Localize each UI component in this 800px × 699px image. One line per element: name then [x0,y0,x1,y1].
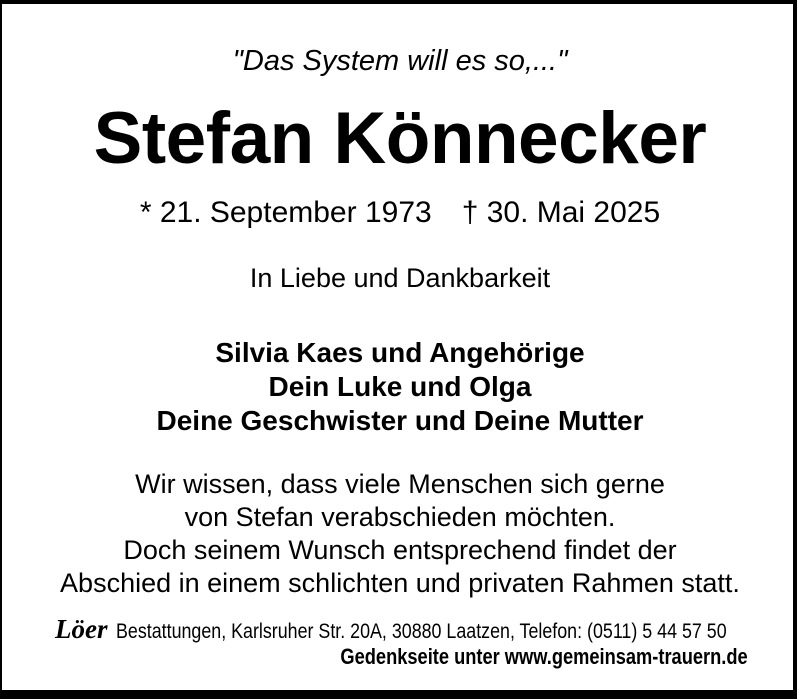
life-dates [0,195,800,231]
mourners-list [0,336,800,438]
birth-date: * 21. September 1973 [139,196,432,229]
farewell-message [0,468,800,600]
farewell-message-line: Doch seinem Wunsch entsprechend findet der [123,535,677,565]
farewell-message-line: von Stefan verabschieden möchten. [184,502,616,532]
farewell-message-line: Wir wissen, dass viele Menschen sich gerne [135,469,665,499]
obituary-quote: "Das System will es so,..." [232,45,568,77]
mourner-line: Dein Luke und Olga [268,371,532,402]
memorial-site-line [257,644,748,673]
deceased-name: Stefan Könnecker [93,98,707,179]
farewell-message-line: Abschied in einem schlichten und privaten Rahmen statt. [60,568,740,598]
funeral-home-line [55,613,800,645]
death-date: † 30. Mai 2025 [461,196,661,229]
mourner-line: Silvia Kaes und Angehörige [215,337,585,368]
memorial-site-link: Gedenkseite unter www.gemeinsam-trauern.de [340,644,748,669]
funeral-home-logo: Löer [55,614,108,644]
mourner-line: Deine Geschwister und Deine Mutter [156,405,644,436]
funeral-home-address: Bestattungen, Karlsruher Str. 20A, 30880 Laatzen, Telefon: (0511) 5 44 57 50 [116,620,728,643]
dedication-text: In Liebe und Dankbarkeit [249,263,551,293]
